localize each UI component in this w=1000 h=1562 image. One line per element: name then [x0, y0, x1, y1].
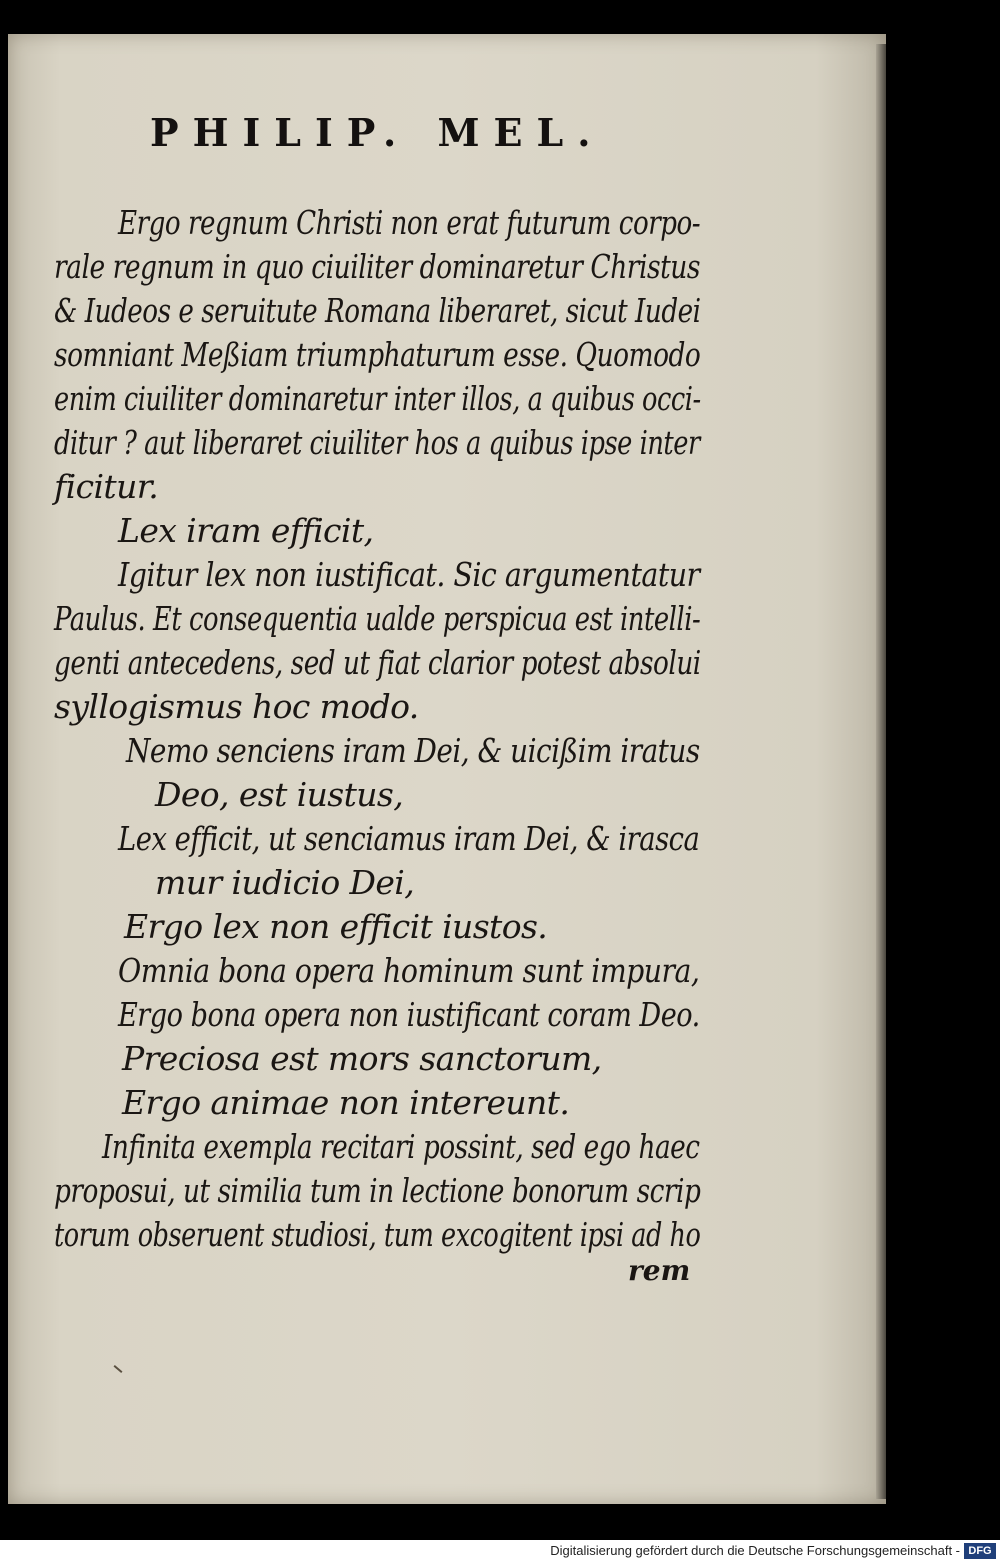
text-line-3: & Iudeos e seruitute Romana liberaret, sicut Iudei [54, 291, 701, 330]
text-line-22: Infinita exempla recitari possint, sed ego haec [102, 1127, 700, 1166]
catchword: rem [628, 1254, 691, 1287]
text-line-12: syllogismus hoc modo. [54, 687, 419, 726]
text-line-23: proposui, ut similia tum in lectione bonorum scrip [54, 1171, 701, 1210]
syllogism-line-2: Deo, est iustus, [155, 775, 404, 814]
syllogism-line-5: Ergo lex non efficit iustos. [124, 907, 548, 946]
syllogism-line-3: Lex efficit, ut senciamus iram Dei, & irasca [118, 819, 700, 858]
text-line-2: rale regnum in quo ciuiliter dominaretur Christus [54, 247, 700, 286]
syllogism-line-8: Preciosa est mors sanctorum, [122, 1039, 602, 1078]
page-edge [876, 44, 886, 1499]
text-line-8: Lex iram efficit, [118, 511, 374, 550]
syllogism-line-1: Nemo senciens iram Dei, & uicißim iratus [126, 731, 700, 770]
syllogism-line-7: Ergo bona opera non iustificant coram Deo. [118, 995, 700, 1034]
text-line-4: somniant Meßiam triumphaturum esse. Quomodo [54, 335, 701, 374]
footer-bar [0, 1540, 1000, 1562]
syllogism-line-9: Ergo animae non intereunt. [122, 1083, 570, 1122]
syllogism-line-4: mur iudicio Dei, [155, 863, 415, 902]
syllogism-line-6: Omnia bona opera hominum sunt impura, [118, 951, 700, 990]
text-line-24: torum obseruent studiosi, tum excogitent ipsi ad ho [54, 1215, 701, 1254]
text-line-5: enim ciuiliter dominaretur inter illos, a quibus occi- [54, 379, 701, 418]
text-line-10: Paulus. Et consequentia ualde perspicua est intelli- [54, 599, 701, 638]
text-line-6: ditur ? aut liberaret ciuiliter hos a quibus ipse inter [54, 423, 700, 462]
running-header: PHILIP. MEL. [150, 110, 605, 155]
dfg-logo: DFG [964, 1543, 996, 1559]
text-line-11: genti antecedens, sed ut fiat clarior potest absolui [54, 643, 701, 682]
text-line-9: Igitur lex non iustificat. Sic argumentatur [118, 555, 700, 594]
funding-credit: Digitalisierung gefördert durch die Deutsche Forschungsgemeinschaft - [550, 1543, 960, 1558]
text-line-7: ficitur. [54, 467, 159, 506]
text-line-1: Ergo regnum Christi non erat futurum corpo- [118, 203, 701, 242]
